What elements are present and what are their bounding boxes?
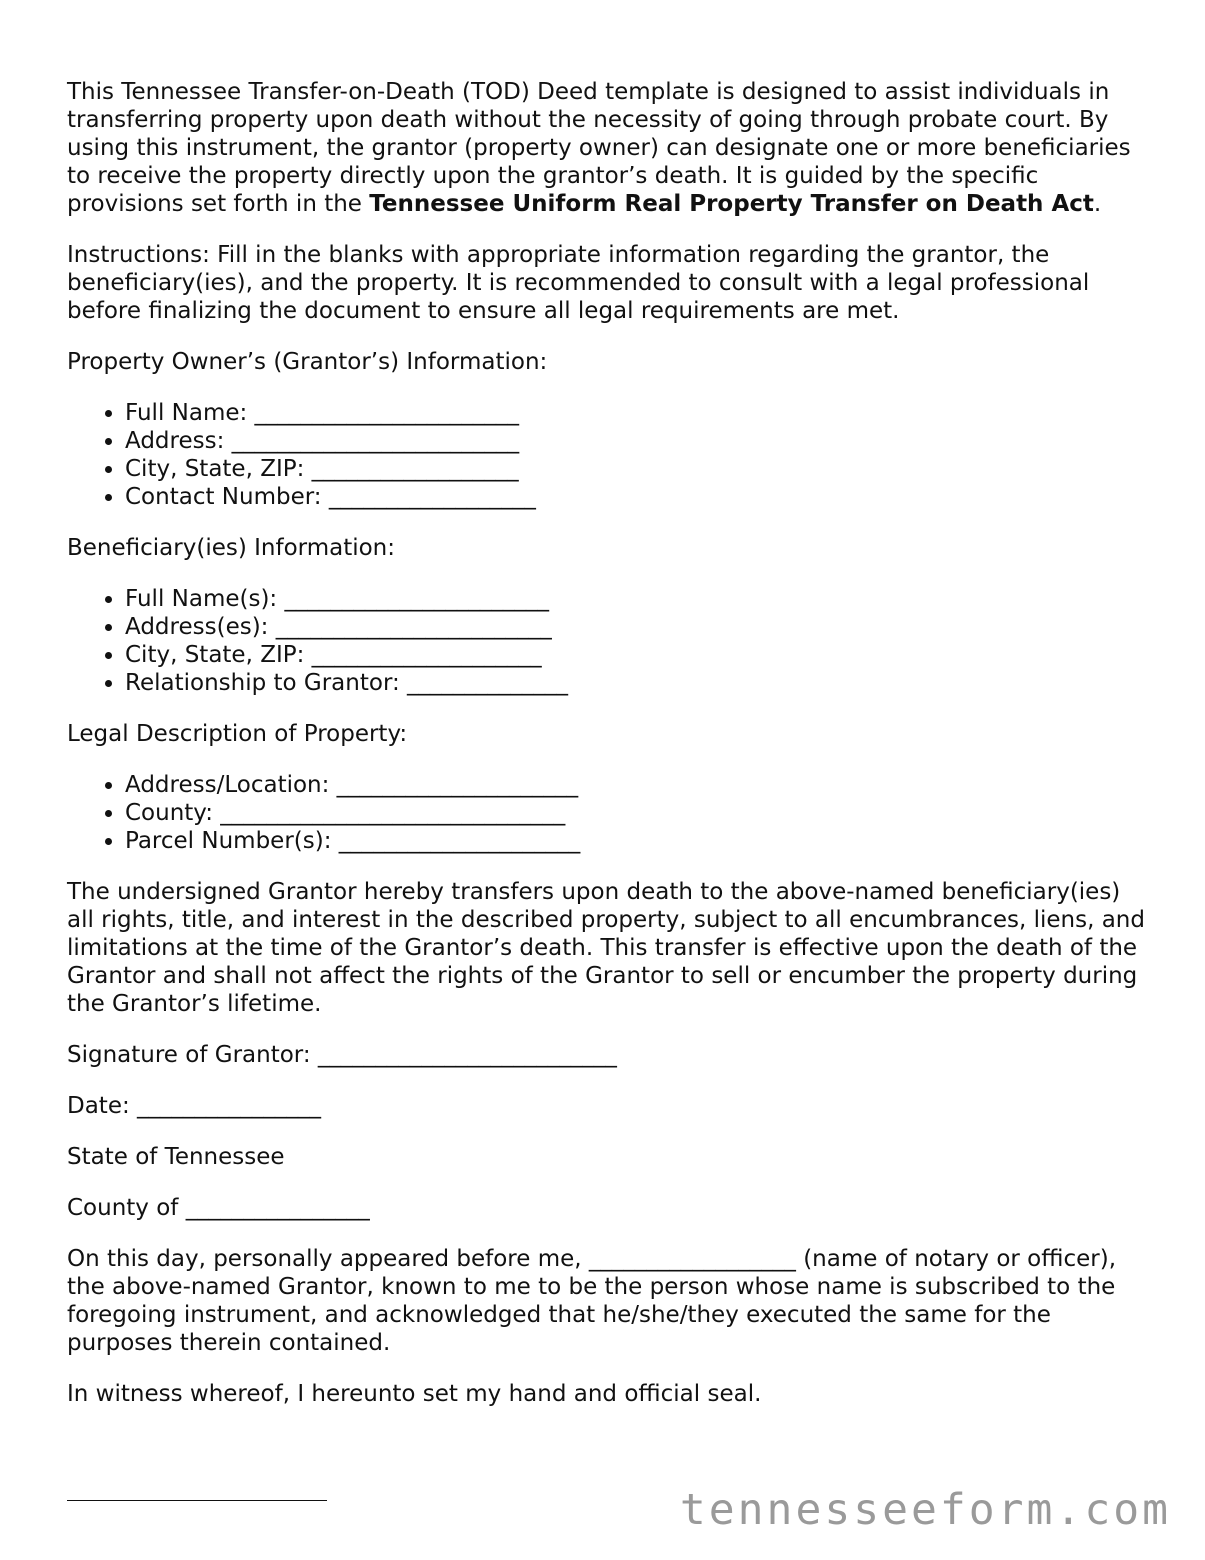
property-heading: Legal Description of Property:: [67, 721, 408, 747]
grantor-city-state-zip-field[interactable]: • City, State, ZIP: __________________: [125, 455, 1152, 483]
intro-period: .: [1093, 191, 1102, 217]
notary-signature-line[interactable]: [67, 1500, 327, 1501]
grantor-address-field[interactable]: • Address: _________________________: [125, 427, 1152, 455]
intro-paragraph: [67, 78, 1152, 218]
property-list: [67, 771, 1152, 855]
beneficiary-full-names-field[interactable]: • Full Name(s): _______________________: [125, 585, 1152, 613]
beneficiary-relationship-field[interactable]: • Relationship to Grantor: ______________: [125, 669, 1152, 697]
witness-statement: In witness whereof, I hereunto set my hand and official seal.: [67, 1381, 762, 1407]
property-county-field[interactable]: • County: ______________________________: [125, 799, 1152, 827]
property-address-location-field[interactable]: • Address/Location: _____________________: [125, 771, 1152, 799]
intro-text: This Tennessee Transfer-on-Death (TOD) Deed template is designed to assist individuals in transferring property upon death without the necessity of going through probate court. By using this instrument, the grantor (property owner) can designate one or more beneficiaries to receive the property directly upon the grantor’s death. It is guided by the specific provisions set forth in the: [67, 79, 1131, 217]
grantor-signature-field[interactable]: Signature of Grantor: __________________________: [67, 1042, 617, 1068]
transfer-clause: The undersigned Grantor hereby transfers upon death to the above-named beneficiary(ies) all rights, title, and interest in the described property, subject to all encumbrances, liens, and limitations at the time of the Grantor’s death. This transfer is effective upon the death of the Grantor and shall not affect the rights of the Grantor to sell or encumber the property during the Grantor’s lifetime.: [67, 879, 1145, 1017]
grantor-list: [67, 399, 1152, 511]
grantor-heading: Property Owner’s (Grantor’s) Information:: [67, 349, 548, 375]
state-label: State of Tennessee: [67, 1144, 285, 1170]
property-parcel-number-field[interactable]: • Parcel Number(s): _____________________: [125, 827, 1152, 855]
grantor-contact-number-field[interactable]: • Contact Number: __________________: [125, 483, 1152, 511]
beneficiary-addresses-field[interactable]: • Address(es): ________________________: [125, 613, 1152, 641]
notary-clause: On this day, personally appeared before me, __________________ (name of notary or officer), the above-named Grantor, known to me to be the person whose name is subscribed to the foregoing instrument, and acknowledged that he/she/they executed the same for the purposes therein contained.: [67, 1246, 1117, 1356]
instructions-paragraph: Instructions: Fill in the blanks with appropriate information regarding the grantor, the beneficiary(ies), and the property. It is recommended to consult with a legal professional before finalizing the document to ensure all legal requirements are met.: [67, 242, 1090, 324]
date-field[interactable]: Date: ________________: [67, 1093, 322, 1119]
county-field[interactable]: County of ________________: [67, 1195, 370, 1221]
document-body: [67, 78, 1152, 1431]
grantor-full-name-field[interactable]: • Full Name: _______________________: [125, 399, 1152, 427]
beneficiary-city-state-zip-field[interactable]: • City, State, ZIP: ____________________: [125, 641, 1152, 669]
act-name: Tennessee Uniform Real Property Transfer on Death Act: [369, 191, 1094, 217]
beneficiary-heading: Beneficiary(ies) Information:: [67, 535, 396, 561]
watermark: tennesseeform.com: [679, 1485, 1171, 1535]
beneficiary-list: [67, 585, 1152, 697]
